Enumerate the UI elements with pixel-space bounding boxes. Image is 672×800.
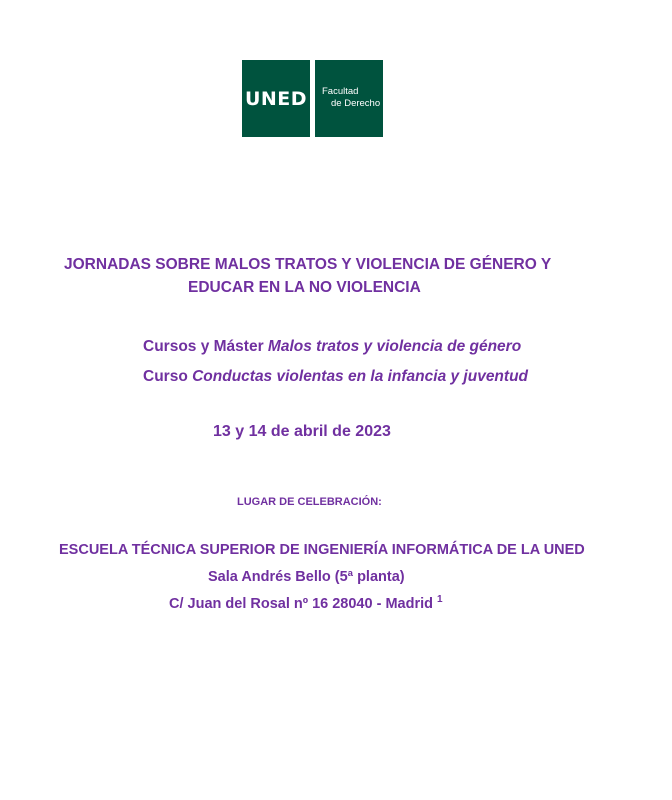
event-date: 13 y 14 de abril de 2023 [213, 423, 391, 440]
course-line-1 [143, 336, 521, 358]
event-title-line1: JORNADAS SOBRE MALOS TRATOS Y VIOLENCIA DE GÉNERO Y [64, 256, 552, 273]
course-prefix: Cursos y Máster [143, 338, 268, 355]
uned-logo-mark: UNED [242, 60, 310, 137]
venue-room: Sala Andrés Bello (5ª planta) [208, 569, 405, 585]
footnote-mark: 1 [437, 594, 443, 606]
event-title-line2: EDUCAR EN LA NO VIOLENCIA [188, 279, 421, 296]
faculty-logo-block [315, 60, 383, 137]
faculty-logo-line2: de Derecho [331, 98, 381, 109]
address-text: C/ Juan del Rosal nº 16 28040 - Madrid [169, 596, 437, 612]
course-name: Malos tratos y violencia de género [267, 338, 522, 355]
course-name: Conductas violentas en la infancia y juventud [192, 368, 529, 385]
venue-label: LUGAR DE CELEBRACIÓN: [237, 496, 382, 508]
venue-school: ESCUELA TÉCNICA SUPERIOR DE INGENIERÍA INFORMÁTICA DE LA UNED [59, 542, 585, 558]
venue-address [169, 594, 443, 614]
uned-logo [242, 60, 383, 137]
course-prefix: Curso [143, 368, 193, 385]
faculty-logo-line1: Facultad [322, 86, 359, 97]
course-line-2 [143, 366, 528, 388]
